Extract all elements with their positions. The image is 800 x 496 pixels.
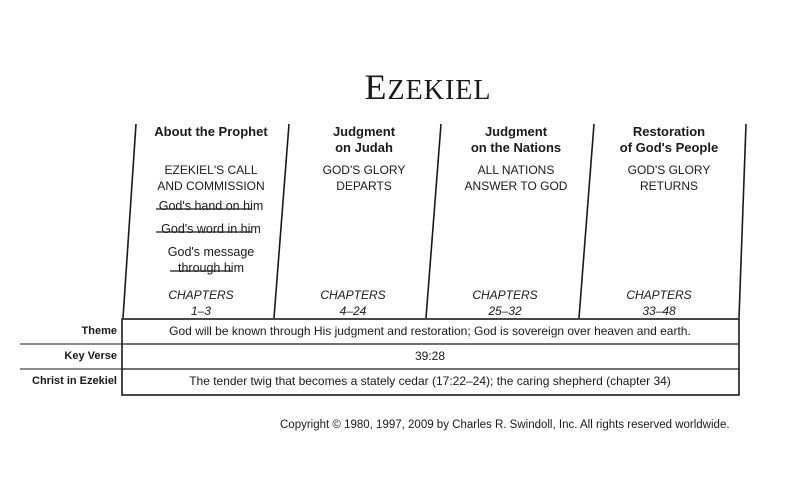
chapters-label: CHAPTERS bbox=[626, 288, 692, 302]
chapters-column-4 bbox=[584, 287, 734, 319]
chapters-label: CHAPTERS bbox=[168, 288, 234, 302]
chapters-label: CHAPTERS bbox=[472, 288, 538, 302]
row-text-christ: The tender twig that becomes a stately cedar (17:22–24); the caring shepherd (chapter 34) bbox=[189, 374, 671, 388]
chapters-range: 33–48 bbox=[642, 304, 676, 318]
column-subtitle-line2: RETURNS bbox=[639, 179, 698, 193]
title-rest: ZEKIEL bbox=[387, 75, 492, 106]
column-subtitle-line2: AND COMMISSION bbox=[157, 179, 265, 193]
chapters-column-1 bbox=[126, 287, 276, 319]
chapters-range: 1–3 bbox=[190, 304, 212, 318]
title-initial: E bbox=[364, 67, 388, 107]
column-heading-line1: Judgment bbox=[484, 124, 548, 139]
column-subtitle-line1: EZEKIEL'S CALL bbox=[164, 163, 258, 177]
copyright-notice: Copyright © 1980, 1997, 2009 by Charles R. Swindoll, Inc. All rights reserved worldwide. bbox=[280, 419, 730, 431]
column-subtitle-line2: DEPARTS bbox=[336, 179, 392, 193]
row-label-theme: Theme bbox=[81, 325, 117, 337]
column-heading: About the Prophet bbox=[154, 124, 268, 139]
column-item: through him bbox=[177, 261, 244, 275]
column-judgment-judah bbox=[289, 124, 439, 194]
row-label-key-verse: Key Verse bbox=[64, 350, 117, 362]
chapters-label: CHAPTERS bbox=[320, 288, 386, 302]
column-heading-line2: of God's People bbox=[619, 140, 719, 155]
chapters-column-3 bbox=[430, 287, 580, 319]
column-subtitle-line1: ALL NATIONS bbox=[477, 163, 555, 177]
row-text-key-verse: 39:28 bbox=[414, 349, 446, 363]
column-about-prophet bbox=[136, 124, 286, 276]
chapters-range: 4–24 bbox=[339, 304, 367, 318]
column-judgment-nations bbox=[441, 124, 591, 194]
column-item: God's hand on him bbox=[158, 199, 264, 213]
column-restoration bbox=[594, 124, 744, 194]
row-label-christ: Christ in Ezekiel bbox=[32, 375, 117, 387]
column-heading-line1: Judgment bbox=[332, 124, 396, 139]
column-heading-line2: on the Nations bbox=[470, 140, 562, 155]
column-item: God's message bbox=[167, 245, 255, 259]
column-subtitle-line1: GOD'S GLORY bbox=[627, 163, 711, 177]
column-heading-line1: Restoration bbox=[632, 124, 706, 139]
column-subtitle-line2: ANSWER TO GOD bbox=[464, 179, 568, 193]
chapters-column-2 bbox=[278, 287, 428, 319]
chapters-range: 25–32 bbox=[488, 304, 522, 318]
column-subtitle-line1: GOD'S GLORY bbox=[322, 163, 406, 177]
column-item: God's word in him bbox=[161, 222, 261, 236]
column-heading-line2: on Judah bbox=[335, 140, 393, 155]
row-text-theme: God will be known through His judgment and restoration; God is sovereign over heaven and earth. bbox=[169, 324, 691, 338]
